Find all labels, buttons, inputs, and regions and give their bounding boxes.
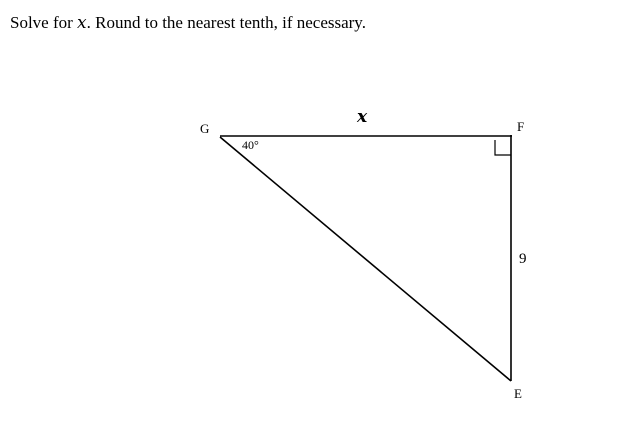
side-label-9: 9 — [519, 251, 527, 267]
prompt-variable: x — [77, 13, 87, 33]
vertex-label-e: E — [514, 386, 522, 401]
side-ge-hypotenuse-line — [220, 137, 511, 381]
vertex-label-g: G — [200, 121, 210, 136]
prompt-text-after: . Round to the nearest tenth, if necessary. — [86, 13, 366, 32]
right-angle-marker — [495, 140, 511, 155]
angle-label-g: 40° — [242, 138, 259, 152]
side-label-x: x — [357, 107, 368, 127]
prompt-text-before: Solve for — [10, 13, 78, 32]
vertex-label-f: F — [517, 119, 525, 134]
